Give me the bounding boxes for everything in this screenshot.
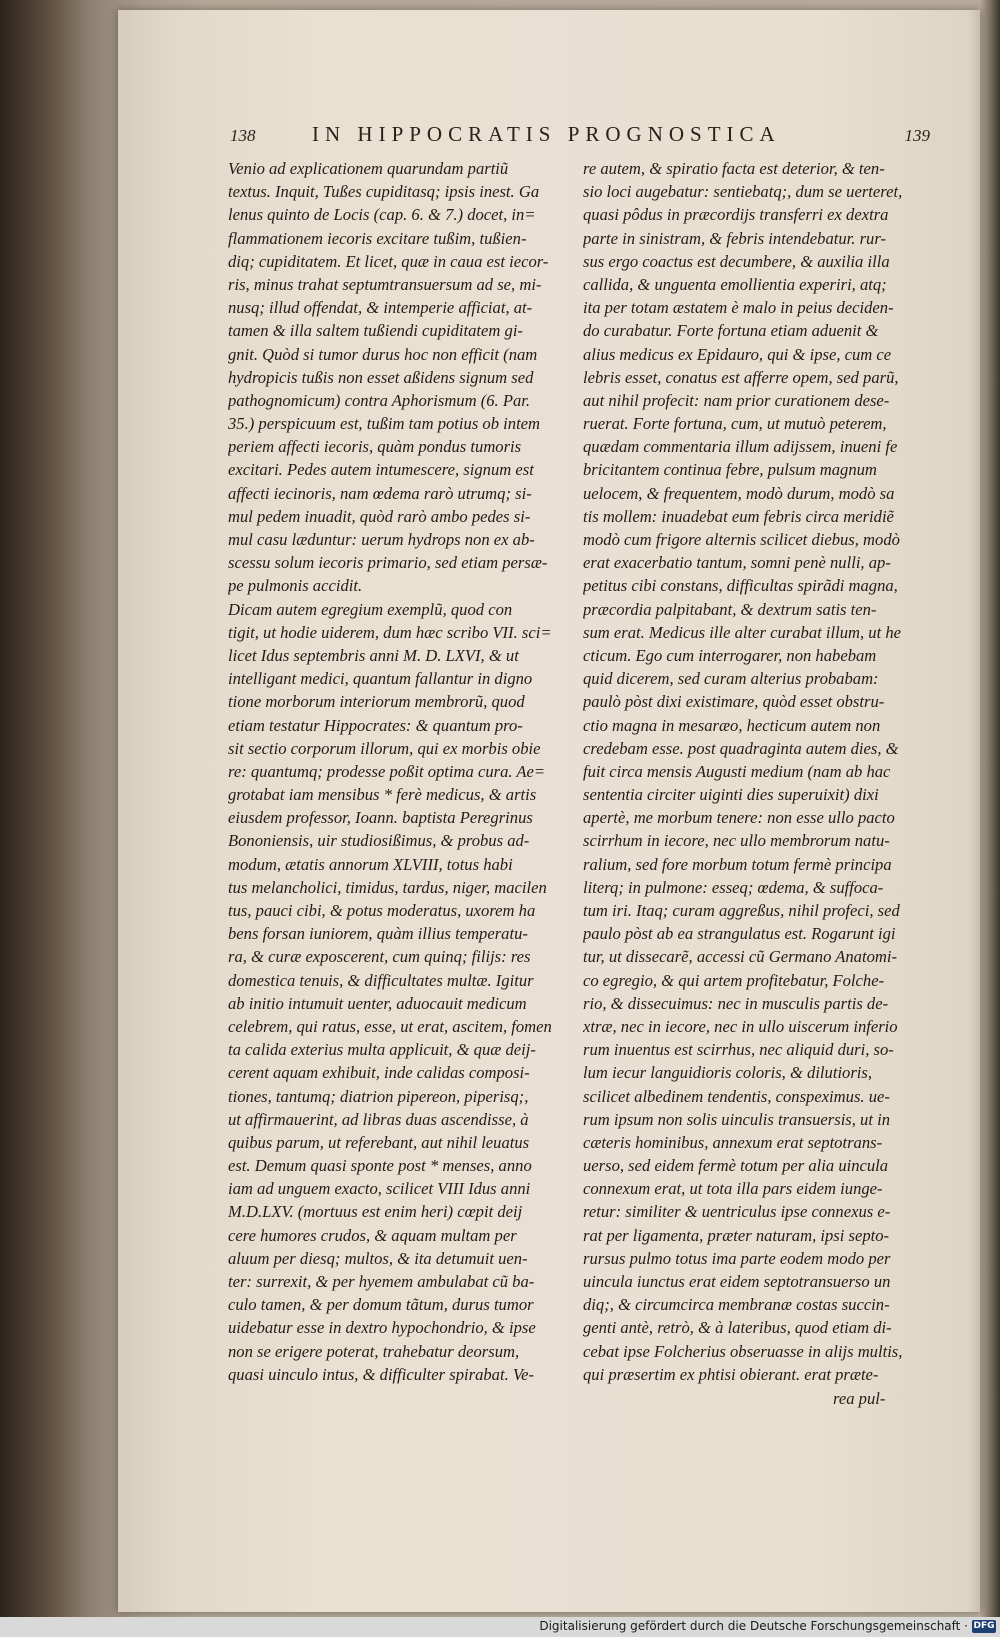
- text-line: sententia circiter uiginti dies superuixit) dixi: [583, 785, 879, 805]
- text-line: mul pedem inuadit, quòd rarò ambo pedes si-: [228, 506, 531, 526]
- text-line: sit sectio corporum illorum, qui ex morbis obie: [228, 738, 541, 758]
- text-line: gnit. Quòd si tumor durus hoc non efficit (nam: [228, 344, 538, 364]
- text-line: lenus quinto de Locis (cap. 6. & 7.) docet, in=: [228, 205, 536, 225]
- text-line: tamen & illa saltem tußiendi cupiditatem gi-: [228, 321, 523, 341]
- text-line: tione morborum interiorum membrorũ, quod: [228, 692, 525, 712]
- text-line: quasi uinculo intus, & difficulter spirabat. Ve-: [228, 1364, 535, 1384]
- text-line: sus ergo coactus est decumbere, & auxilia illa: [583, 251, 890, 271]
- text-line: ut affirmauerint, ad libras duas ascendisse, à: [228, 1109, 529, 1129]
- text-line: do curabatur. Forte fortuna etiam aduenit &: [583, 321, 879, 341]
- text-line: ctio magna in mesaræo, hecticum autem non: [583, 715, 881, 735]
- text-line: 35.) perspicuum est, tußim tam potius ob intem: [228, 414, 541, 434]
- text-line: periem affecti iecoris, quàm pondus tumoris: [228, 437, 522, 457]
- text-line: aut nihil profecit: nam prior curationem dese-: [583, 390, 890, 410]
- text-line: diq;, & circumcirca membranæ costas succin-: [583, 1295, 890, 1315]
- text-line: quasi pôdus in præcordijs transferri ex dextra: [583, 205, 889, 225]
- text-line: hydropicis tußis non esset aßidens signum sed: [228, 367, 534, 387]
- text-line: scessu solum iecoris primario, sed etiam persæ-: [228, 553, 548, 573]
- text-line: quibus parum, ut referebant, aut nihil leuatus: [228, 1132, 530, 1152]
- text-line: pe pulmonis accidit.: [228, 576, 363, 596]
- text-line: fuit circa mensis Augusti medium (nam ab hac: [583, 761, 891, 781]
- text-line: tur, ut dissecarẽ, accessi cũ Germano Anatomi-: [583, 947, 898, 967]
- text-line: rursus pulmo totus ima parte eodem modo per: [583, 1248, 891, 1268]
- text-line: Bononiensis, uir studiosißimus, & probus ad-: [228, 831, 530, 851]
- text-line: uelocem, & frequentem, modò durum, modò sa: [583, 483, 895, 503]
- text-line: re: quantumq; prodesse poßit optima cura. Ae=: [228, 761, 546, 781]
- text-line: excitari. Pedes autem intumescere, signum est: [228, 460, 534, 480]
- right-text-column: [583, 157, 903, 1386]
- text-line: tigit, ut hodie uiderem, dum hæc scribo VII. sci=: [228, 622, 552, 642]
- text-line: petitus cibi constans, difficultas spirãdi magna,: [583, 576, 898, 596]
- text-line: apertè, me morbum tenere: non esse ullo pacto: [583, 808, 895, 828]
- text-line: xtræ, nec in iecore, nec in ullo uiscerum inferio: [583, 1016, 898, 1036]
- footer-bar: [0, 1617, 1000, 1637]
- text-line: paulò pòst dixi existimare, quòd esset obstru-: [583, 692, 885, 712]
- text-line: bens forsan iuniorem, quàm illius temperatu-: [228, 924, 528, 944]
- text-line: nusq; illud offendat, & intemperie afficiat, at-: [228, 298, 533, 318]
- text-line: lebris esset, conatus est afferre opem, sed parũ,: [583, 367, 899, 387]
- text-line: aluum per diesq; multos, & ita detumuit uen-: [228, 1248, 528, 1268]
- text-line: co egregio, & qui artem profitebatur, Folche-: [583, 970, 885, 990]
- text-line: flammationem iecoris excitare tußim, tußien-: [228, 228, 527, 248]
- folio-number-right: 139: [904, 126, 930, 145]
- text-line: cebat ipse Folcherius obseruasse in alijs multis,: [583, 1341, 903, 1361]
- text-line: tum iri. Itaq; curam aggreßus, nihil profeci, sed: [583, 901, 900, 920]
- text-line: re autem, & spiratio facta est deterior, & ten-: [583, 159, 885, 178]
- text-line: ra, & curæ exposcerent, cum quinq; filijs: res: [228, 947, 531, 967]
- text-line: iam ad unguem exacto, scilicet VIII Idus anni: [228, 1179, 531, 1199]
- text-line: affecti iecinoris, nam œdema rarò utrumq; si-: [228, 483, 532, 503]
- text-line: alius medicus ex Epidauro, qui & ipse, cum ce: [583, 344, 892, 364]
- text-line: domestica tenuis, & difficultates multæ. Igitur: [228, 970, 534, 990]
- text-line: Dicam autem egregium exemplũ, quod con: [228, 599, 513, 619]
- text-line: rum ipsum non solis uinculis transuersis, ut in: [583, 1109, 891, 1129]
- text-line: ta calida exterius multa applicuit, & quæ deij-: [228, 1040, 536, 1060]
- text-line: genti antè, retrò, & à lateribus, quod etiam di-: [583, 1318, 892, 1338]
- text-line: quid dicerem, sed curam alterius probabam:: [583, 669, 879, 689]
- text-line: ita per totam æstatem è malo in peius deciden-: [583, 298, 894, 318]
- text-line: uerso, sed eidem fermè totum per alia uincula: [583, 1156, 889, 1176]
- text-line: tis mollem: inuadebat eum febris circa meridiẽ: [583, 506, 894, 526]
- text-line: grotabat iam mensibus * ferè medicus, & artis: [228, 785, 537, 805]
- text-line: cticum. Ego cum interrogarer, non habebam: [583, 645, 877, 665]
- text-line: quædam commentaria illum adijssem, inueni fe: [583, 437, 898, 457]
- funding-notice: Digitalisierung gefördert durch die Deutsche Forschungsgemeinschaft ·: [539, 1619, 968, 1633]
- text-line: callida, & unguenta emollientia experiri, atq;: [583, 274, 887, 294]
- text-line: tiones, tantumq; diatrion pipereon, piperisq;,: [228, 1086, 529, 1106]
- text-line: ter: surrexit, & per hyemem ambulabat cũ ba-: [228, 1272, 535, 1291]
- text-line: uidebatur esse in dextro hypochondrio, & ipse: [228, 1318, 536, 1338]
- text-line: ralium, sed fore morbum totum fermè principa: [583, 854, 892, 874]
- text-line: præcordia palpitabant, & dextrum satis ten-: [583, 599, 877, 619]
- folio-number-left: 138: [230, 126, 256, 145]
- text-line: modum, ætatis annorum XLVIII, totus habi: [228, 854, 513, 874]
- text-line: sum erat. Medicus ille alter curabat illum, ut he: [583, 622, 902, 642]
- text-line: Venio ad explicationem quarundam partiũ: [228, 159, 509, 178]
- text-line: licet Idus septembris anni M. D. LXVI, & ut: [228, 645, 519, 665]
- catchword: rea pul-: [833, 1389, 886, 1408]
- text-line: scilicet albedinem tendentis, conspeximus. ue-: [583, 1086, 890, 1106]
- text-line: culo tamen, & per domum tãtum, durus tumor: [228, 1295, 534, 1315]
- text-line: cæteris hominibus, annexum erat septotrans-: [583, 1132, 883, 1152]
- text-line: ris, minus trahat septumtransuersum ad se, mi-: [228, 274, 542, 294]
- text-line: textus. Inquit, Tußes cupiditasq; ipsis inest. Ga: [228, 182, 540, 202]
- text-line: tus, pauci cibi, & potus moderatus, uxorem ha: [228, 901, 536, 920]
- text-line: ab initio intumuit uenter, aduocauit medicum: [228, 993, 527, 1013]
- text-line: tus melancholici, timidus, tardus, niger, macilen: [228, 877, 547, 897]
- text-line: literq; in pulmone: esseq; œdema, & suffoca-: [583, 877, 884, 897]
- text-line: cerent aquam exhibuit, inde calidas composi-: [228, 1063, 530, 1083]
- text-line: lum iecur languidioris coloris, & dilutioris,: [583, 1063, 873, 1083]
- text-line: parte in sinistram, & febris intendebatur. rur-: [583, 228, 886, 248]
- text-line: credebam esse. post quadraginta autem dies, &: [583, 738, 899, 758]
- text-line: pathognomicum) contra Aphorismum (6. Par.: [228, 390, 531, 410]
- text-line: mul casu læduntur: uerum hydrops non ex ab-: [228, 530, 535, 549]
- text-line: eiusdem professor, Ioann. baptista Peregrinus: [228, 808, 533, 828]
- text-line: modò cum frigore alternis scilicet diebus, modò: [583, 530, 900, 549]
- text-line: bricitantem continua febre, pulsum magnum: [583, 460, 877, 480]
- text-line: rum inuentus est scirrhus, nec aliquid duri, so-: [583, 1040, 894, 1060]
- text-line: diq; cupiditatem. Et licet, quæ in caua est iecor-: [228, 251, 549, 271]
- dfg-logo: DFG: [973, 1621, 995, 1631]
- running-title: IN HIPPOCRATIS PROGNOSTICA: [312, 122, 781, 146]
- text-line: rat per ligamenta, præter naturam, ipsi septo-: [583, 1225, 890, 1245]
- text-line: rio, & dissecuimus: nec in musculis partis de-: [583, 993, 889, 1013]
- text-line: intelligant medici, quantum fallantur in digno: [228, 669, 533, 689]
- text-line: uincula iunctus erat eidem septotransuerso un: [583, 1272, 891, 1291]
- text-line: sio loci augebatur: sentiebatq;, dum se uerteret,: [583, 182, 903, 202]
- text-line: connexum erat, ut tota illa pars eidem iunge-: [583, 1179, 883, 1199]
- text-line: etiam testatur Hippocrates: & quantum pro-: [228, 715, 523, 735]
- text-line: retur: similiter & uentriculus ipse connexus e-: [583, 1202, 891, 1222]
- text-line: scirrhum in iecore, nec ullo membrorum natu-: [583, 831, 890, 851]
- text-line: paulo pòst ab ea strangulatus est. Rogarunt igi: [583, 924, 896, 944]
- text-line: cere humores crudos, & aquam multam per: [228, 1225, 517, 1245]
- text-line: M.D.LXV. (mortuus est enim heri) cœpit deij: [228, 1202, 523, 1222]
- text-line: ruerat. Forte fortuna, cum, ut mutuò peterem,: [583, 414, 887, 434]
- text-line: erat exacerbatio tantum, somni penè nulli, ap-: [583, 553, 891, 573]
- text-line: non se erigere poterat, trahebatur deorsum,: [228, 1341, 520, 1361]
- text-line: est. Demum quasi sponte post * menses, anno: [228, 1156, 532, 1176]
- text-line: qui præsertim ex phtisi obierant. erat præte-: [583, 1364, 879, 1384]
- left-text-column: [228, 157, 558, 1386]
- text-line: celebrem, qui ratus, esse, ut erat, ascitem, fomen: [228, 1016, 552, 1036]
- page-header: [230, 122, 930, 152]
